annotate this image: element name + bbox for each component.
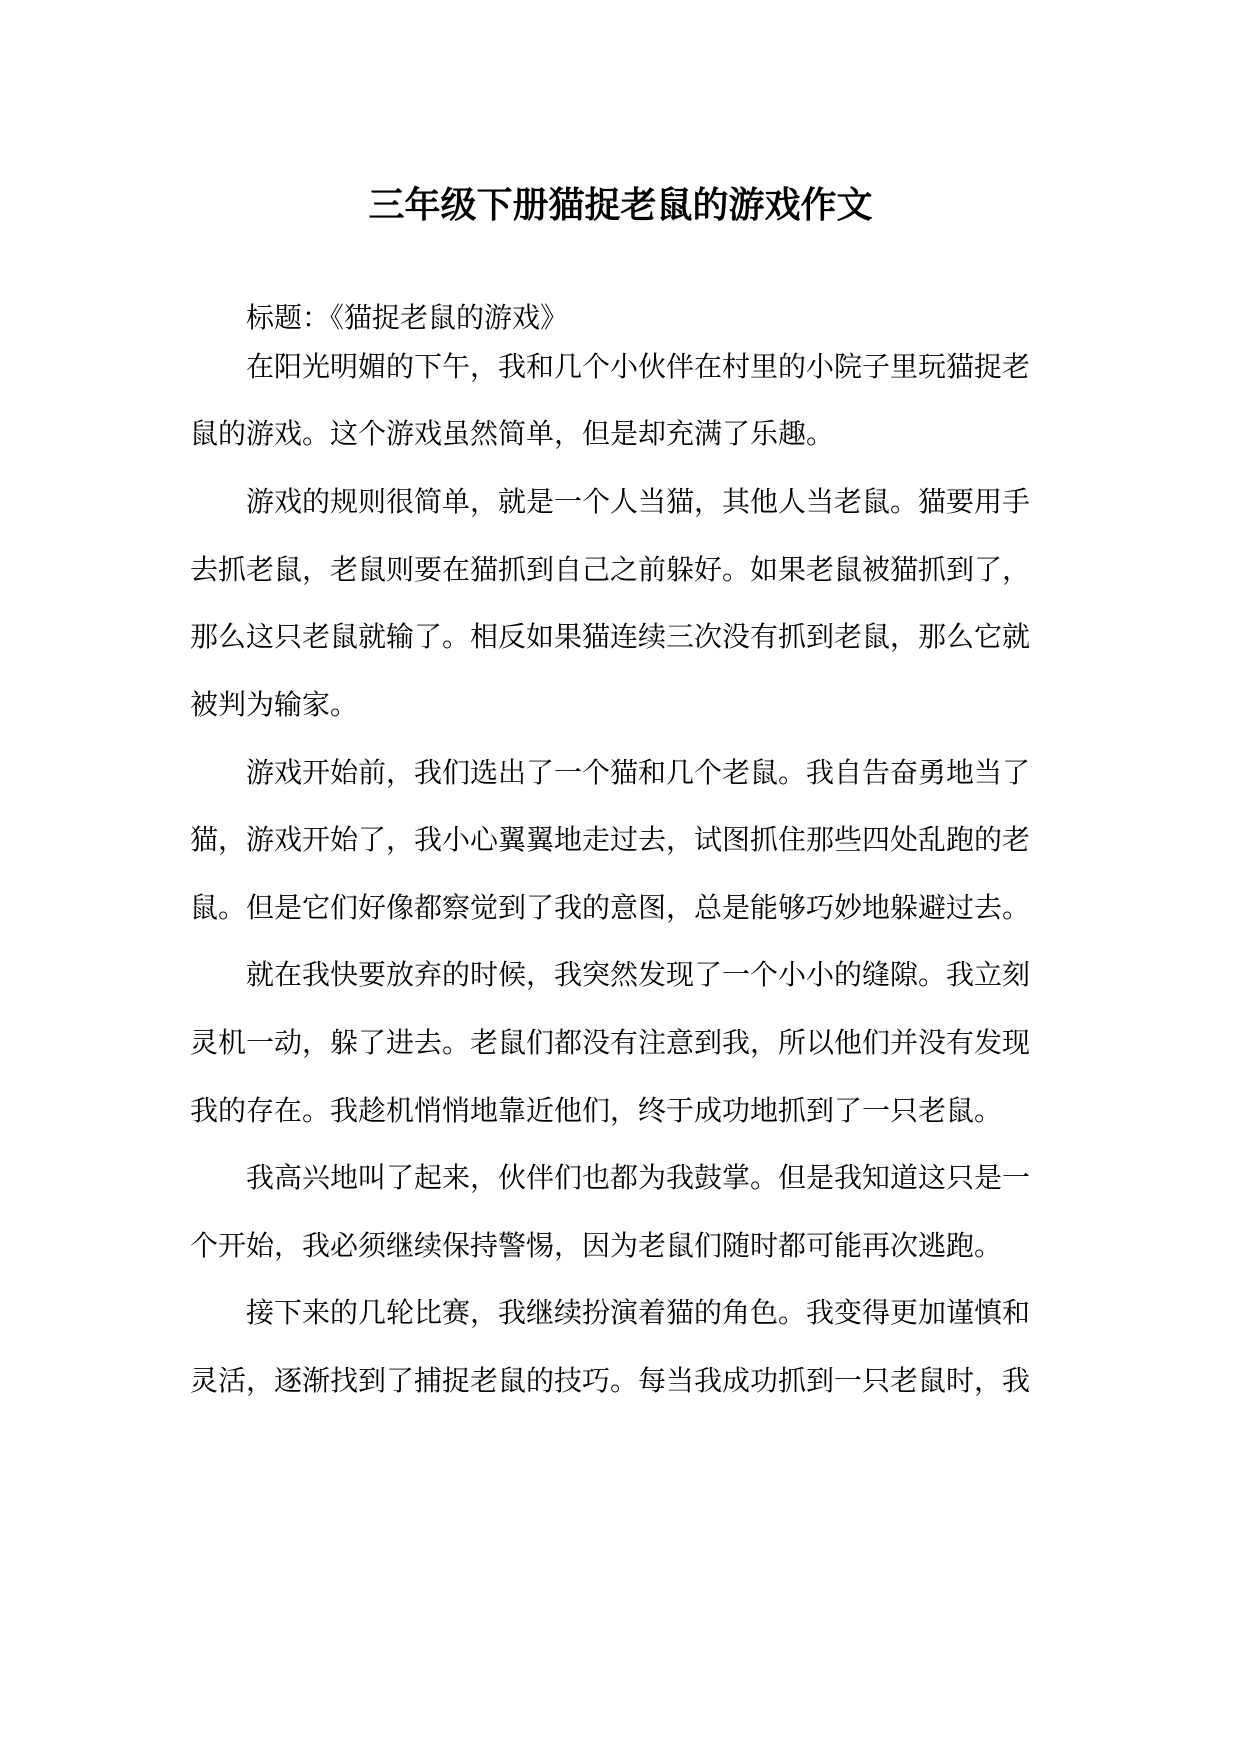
paragraph-line: 去抓老鼠，老鼠则要在猫抓到自己之前躲好。如果老鼠被猫抓到了， xyxy=(190,553,1031,586)
paragraph-line: 那么这只老鼠就输了。相反如果猫连续三次没有抓到老鼠，那么它就 xyxy=(190,620,1031,653)
paragraph-line: 就在我快要放弃的时候，我突然发现了一个小小的缝隙。我立刻 xyxy=(246,958,1031,991)
paragraph-line: 灵活，逐渐找到了捕捉老鼠的技巧。每当我成功抓到一只老鼠时，我 xyxy=(190,1364,1031,1397)
heading-line: 标题：《猫捉老鼠的游戏》 xyxy=(246,301,569,334)
paragraph-line: 我高兴地叫了起来，伙伴们也都为我鼓掌。但是我知道这只是一 xyxy=(246,1161,1031,1194)
paragraph-line: 接下来的几轮比赛，我继续扮演着猫的角色。我变得更加谨慎和 xyxy=(246,1296,1031,1329)
paragraph-line: 个开始，我必须继续保持警惕，因为老鼠们随时都可能再次逃跑。 xyxy=(190,1229,1003,1262)
paragraph-line: 在阳光明媚的下午，我和几个小伙伴在村里的小院子里玩猫捉老 xyxy=(246,350,1031,383)
paragraph-line: 猫，游戏开始了，我小心翼翼地走过去，试图抓住那些四处乱跑的老 xyxy=(190,823,1031,856)
document-title: 三年级下册猫捉老鼠的游戏作文 xyxy=(368,184,873,226)
paragraph-line: 游戏的规则很简单，就是一个人当猫，其他人当老鼠。猫要用手 xyxy=(246,485,1031,518)
paragraph-line: 被判为输家。 xyxy=(190,688,359,721)
paragraph-line: 游戏开始前，我们选出了一个猫和几个老鼠。我自告奋勇地当了 xyxy=(246,756,1031,789)
paragraph-line: 灵机一动，躲了进去。老鼠们都没有注意到我，所以他们并没有发现 xyxy=(190,1026,1031,1059)
paragraph-line: 鼠。但是它们好像都察觉到了我的意图，总是能够巧妙地躲避过去。 xyxy=(190,891,1031,924)
paragraph-line: 我的存在。我趁机悄悄地靠近他们，终于成功地抓到了一只老鼠。 xyxy=(190,1094,1003,1127)
paragraph-line: 鼠的游戏。这个游戏虽然简单，但是却充满了乐趣。 xyxy=(190,417,835,450)
